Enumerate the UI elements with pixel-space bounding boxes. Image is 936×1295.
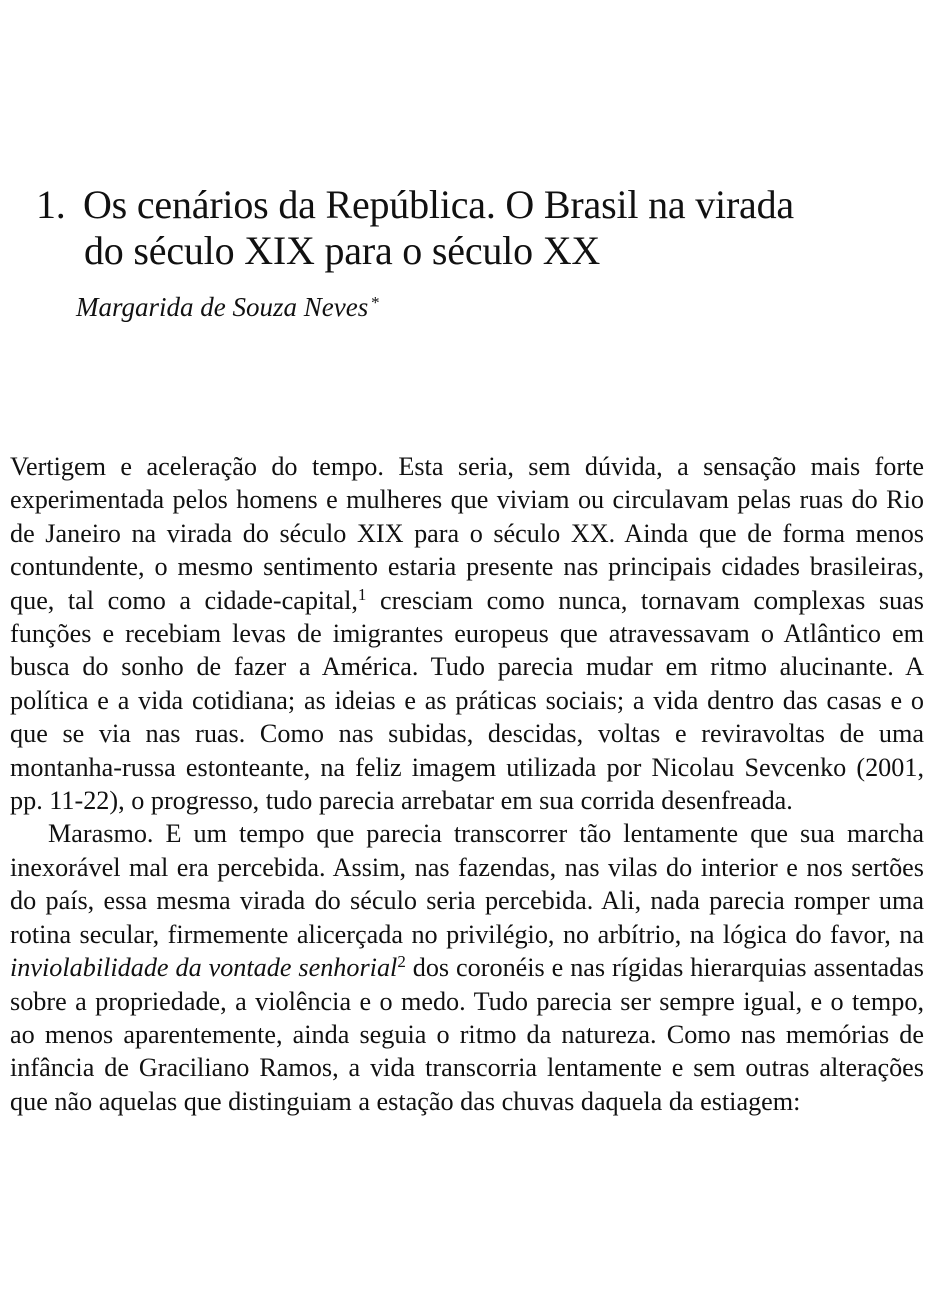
footnote-ref-1: 1 bbox=[357, 584, 367, 604]
author-footnote-mark: * bbox=[370, 293, 379, 312]
author-byline bbox=[76, 290, 379, 324]
chapter-title-line-2: do século XIX para o século XX bbox=[84, 228, 601, 273]
paragraph-2-part-b: dos coronéis e nas rígidas hierarquias assentadas sobre a propriedade, a violência e o medo. Tudo parecia ser sempre igual, e o tempo, ao menos aparentemente, ainda seguia o ritmo da natureza. Como nas memórias de infância de Graciliano Ramos, a vida transcorria lentamente e sem outras alterações que não aquelas que distinguiam a estação das chuvas daquela da estiagem: bbox=[10, 953, 925, 1116]
paragraph-2 bbox=[10, 817, 924, 1118]
paragraph-2-part-a: Marasmo. E um tempo que parecia transcorrer tão lentamente que sua marcha inexorável mal era percebida. Assim, nas fazendas, nas vilas do interior e nos sertões do país, essa mesma virada do século seria percebida. Ali, nada parecia romper uma rotina secular, firmemente alicerçada no privilégio, no arbítrio, na lógica do favor, na bbox=[10, 819, 924, 949]
chapter-title-line-1: Os cenários da República. O Brasil na virada bbox=[83, 182, 794, 227]
chapter-title bbox=[36, 182, 916, 274]
footnote-ref-2: 2 bbox=[397, 952, 406, 972]
author-name: Margarida de Souza Neves bbox=[76, 292, 369, 322]
paragraph-1 bbox=[10, 450, 924, 817]
paragraph-1-part-a: Vertigem e aceleração do tempo. Esta seria, sem dúvida, a sensação mais forte experimentada pelos homens e mulheres que viviam ou circulavam pelas ruas do Rio de Janeiro na virada do século XIX para o século XX. Ainda que de forma menos contundente, o mesmo sentimento estaria presente nas principais cidades brasileiras, que, tal como a cidade-capital, bbox=[10, 452, 924, 615]
paragraph-2-italic-phrase: inviolabilidade da vontade senhorial bbox=[10, 953, 398, 983]
chapter-number: 1. bbox=[36, 182, 66, 227]
paragraph-1-part-b: cresciam como nunca, tornavam complexas suas funções e recebiam levas de imigrantes europeus que atravessavam o Atlântico em busca do sonho de fazer a América. Tudo parecia mudar em ritmo alucinante. A política e a vida cotidiana; as ideias e as práticas sociais; a vida dentro das casas e o que se via nas ruas. Como nas subidas, descidas, voltas e reviravoltas de uma montanha-russa estonteante, na feliz imagem utilizada por Nicolau Sevcenko (2001, pp. 11-22), o progresso, tudo parecia arrebatar em sua corrida desenfreada. bbox=[10, 585, 924, 816]
body-text bbox=[10, 450, 924, 1118]
